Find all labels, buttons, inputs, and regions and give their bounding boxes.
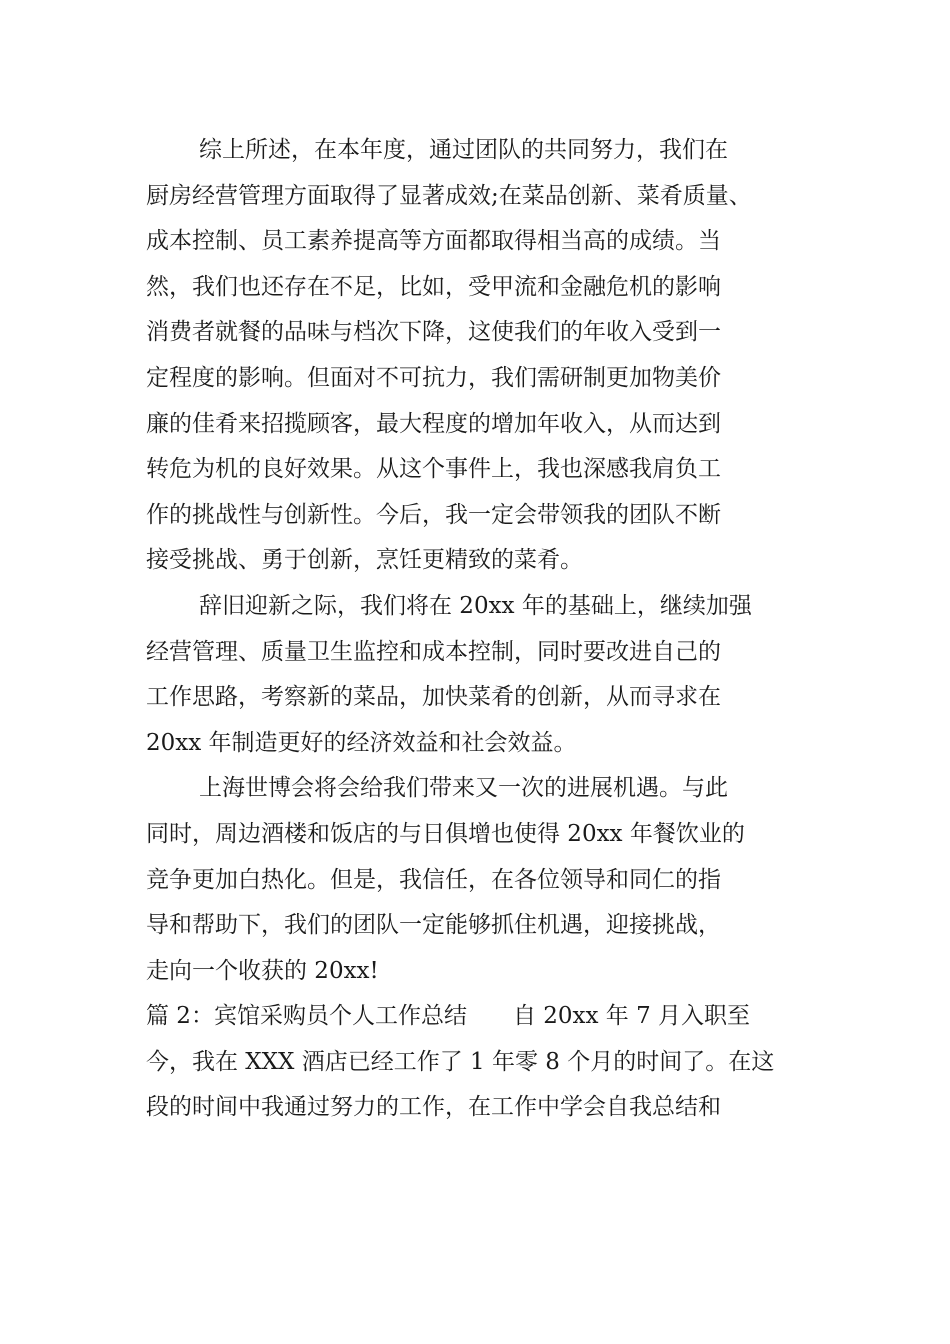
paragraph-1-line-10: 接受挑战、勇于创新，烹饪更精致的菜肴。 bbox=[146, 547, 583, 574]
paragraph-2-line-4: 20xx 年制造更好的经济效益和社会效益。 bbox=[146, 729, 577, 756]
paragraph-1-line-8: 转危为机的良好效果。从这个事件上，我也深感我肩负工 bbox=[146, 456, 721, 483]
paragraph-2-line-2: 经营管理、质量卫生监控和成本控制，同时要改进自己的 bbox=[146, 638, 721, 665]
paragraph-3-line-5: 走向一个收获的 20xx! bbox=[146, 957, 379, 984]
paragraph-1-line-2: 厨房经营管理方面取得了显著成效;在菜品创新、菜肴质量、 bbox=[146, 182, 752, 209]
paragraph-1-line-3: 成本控制、员工素养提高等方面都取得相当高的成绩。当 bbox=[146, 228, 721, 255]
paragraph-4-line-3: 段的时间中我通过努力的工作，在工作中学会自我总结和 bbox=[146, 1094, 721, 1121]
document-body bbox=[146, 128, 818, 1131]
paragraph-3-line-2: 同时，周边酒楼和饭店的与日俱增也使得 20xx 年餐饮业的 bbox=[146, 820, 745, 847]
paragraph-2-line-1: 辞旧迎新之际，我们将在 20xx 年的基础上，继续加强 bbox=[199, 592, 752, 619]
paragraph-1-line-1: 综上所述，在本年度，通过团队的共同努力，我们在 bbox=[199, 137, 728, 163]
paragraph-3-line-1: 上海世博会将会给我们带来又一次的进展机遇。与此 bbox=[199, 775, 728, 802]
section-heading-line: 篇 2：宾馆采购员个人工作总结 自 20xx 年 7 月入职至 bbox=[146, 1003, 751, 1030]
paragraph-3-line-4: 导和帮助下，我们的团队一定能够抓住机遇，迎接挑战， bbox=[146, 912, 721, 939]
paragraph-1-line-6: 定程度的影响。但面对不可抗力，我们需研制更加物美价 bbox=[146, 364, 721, 391]
paragraph-1-line-7: 廉的佳肴来招揽顾客，最大程度的增加年收入，从而达到 bbox=[146, 410, 721, 437]
paragraph-1-line-4: 然，我们也还存在不足，比如，受甲流和金融危机的影响 bbox=[146, 273, 721, 300]
paragraph-1-line-9: 作的挑战性与创新性。今后，我一定会带领我的团队不断 bbox=[146, 501, 721, 528]
paragraph-4-line-2: 今，我在 XXX 酒店已经工作了 1 年零 8 个月的时间了。在这 bbox=[146, 1048, 775, 1075]
paragraph-1-line-5: 消费者就餐的品味与档次下降，这使我们的年收入受到一 bbox=[146, 319, 721, 346]
paragraph-2-line-3: 工作思路，考察新的菜品，加快菜肴的创新，从而寻求在 bbox=[146, 684, 721, 711]
paragraph-3-line-3: 竞争更加白热化。但是，我信任，在各位领导和同仁的指 bbox=[146, 866, 721, 893]
